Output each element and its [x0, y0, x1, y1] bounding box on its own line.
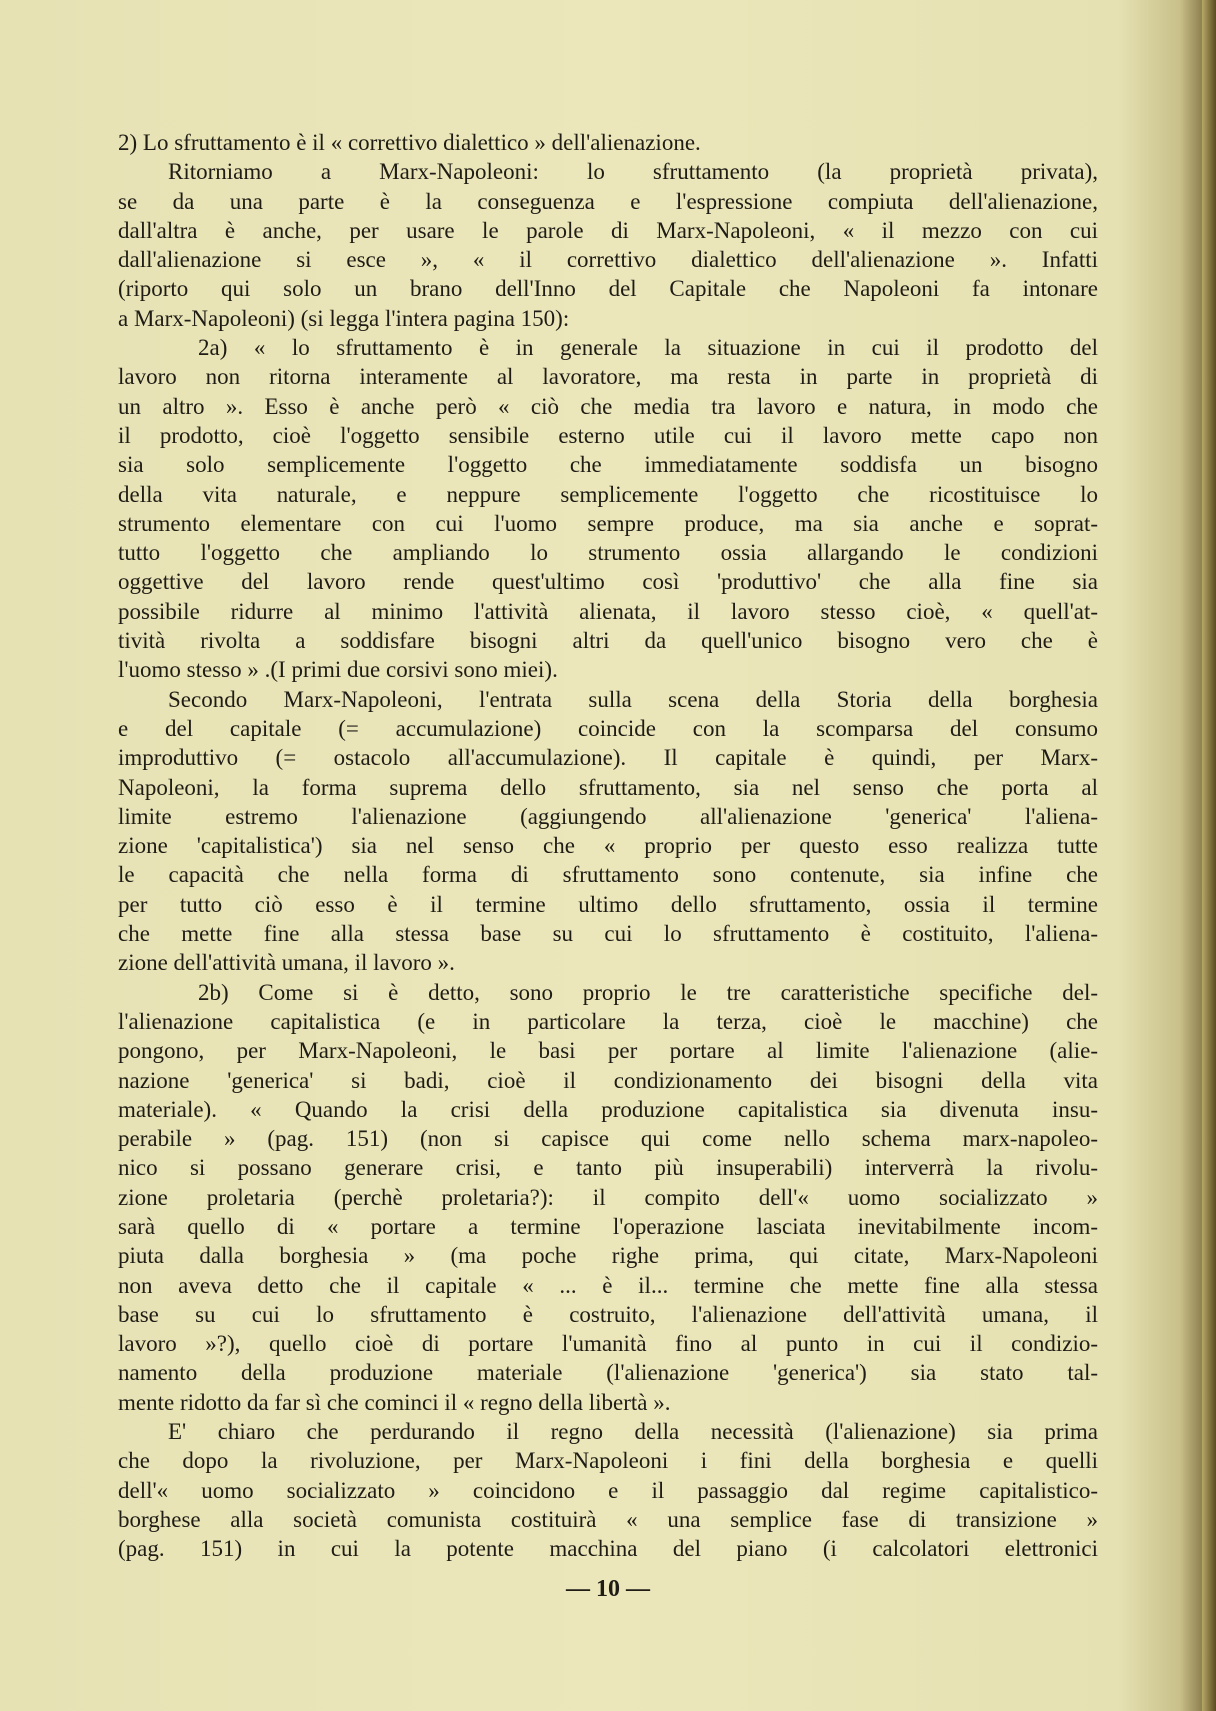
text-line: 2) Lo sfruttamento è il « correttivo dialettico » dell'alienazione. — [118, 130, 701, 155]
text-line: che mette fine alla stessa base su cui lo sfruttamento è costituito, l'aliena- — [118, 921, 1098, 947]
text-line: le capacità che nella forma di sfruttamento sono contenute, sia infine che — [118, 862, 1098, 888]
text-line: improduttivo (= ostacolo all'accumulazione). Il capitale è quindi, per Marx- — [118, 745, 1098, 771]
text-line: se da una parte è la conseguenza e l'espressione compiuta dell'alienazione, — [118, 188, 1098, 214]
text-line: (pag. 151) in cui la potente macchina del piano (i calcolatori elettronici — [118, 1536, 1098, 1562]
text-line: strumento elementare con cui l'uomo sempre produce, ma sia anche e soprat- — [118, 510, 1098, 536]
text-line: E' chiaro che perdurando il regno della necessità (l'alienazione) sia prima — [168, 1419, 1098, 1445]
page-edge-shadow — [1202, 0, 1216, 1711]
text-line: un altro ». Esso è anche però « ciò che media tra lavoro e natura, in modo che — [118, 393, 1098, 419]
text-line: lavoro non ritorna interamente al lavoratore, ma resta in parte in proprietà di — [118, 364, 1098, 390]
text-line: (riporto qui solo un brano dell'Inno del Capitale che Napoleoni fa intonare — [118, 276, 1098, 302]
paragraph-4 — [118, 685, 1098, 978]
text-line: mente ridotto da far sì che cominci il « regno della libertà ». — [118, 1389, 671, 1415]
text-line: sarà quello di « portare a termine l'operazione lasciata inevitabilmente incom- — [118, 1213, 1098, 1239]
text-line: namento della produzione materiale (l'alienazione 'generica') sia stato tal- — [118, 1360, 1098, 1386]
text-line: tutto l'oggetto che ampliando lo strumento ossia allargando le condizioni — [118, 540, 1098, 566]
text-line: per tutto ciò esso è il termine ultimo dello sfruttamento, ossia il termine — [118, 891, 1098, 917]
text-line: Secondo Marx-Napoleoni, l'entrata sulla scena della Storia della borghesia — [168, 686, 1098, 712]
text-line: zione proletaria (perchè proletaria?): il compito dell'« uomo socializzato » — [118, 1184, 1098, 1210]
text-line: l'uomo stesso » .(I primi due corsivi sono miei). — [118, 657, 558, 683]
paragraph-3 — [118, 333, 1098, 685]
text-line: borghese alla società comunista costituirà « una semplice fase di transizione » — [118, 1506, 1098, 1532]
body-text — [118, 128, 1098, 1564]
text-line: lavoro »?), quello cioè di portare l'umanità fino al punto in cui il condizio- — [118, 1331, 1098, 1357]
text-line: non aveva detto che il capitale « ... è il... termine che mette fine alla stessa — [118, 1272, 1098, 1298]
text-line: della vita naturale, e neppure semplicemente l'oggetto che ricostituisce lo — [118, 481, 1098, 507]
text-line: nazione 'generica' si badi, cioè il condizionamento dei bisogni della vita — [118, 1067, 1098, 1093]
text-line: pongono, per Marx-Napoleoni, le basi per portare al limite l'alienazione (alie- — [118, 1038, 1098, 1064]
text-line: zione 'capitalistica') sia nel senso che « proprio per questo esso realizza tutte — [118, 833, 1098, 859]
paragraph-6 — [118, 1417, 1098, 1563]
page-number: — 10 — — [566, 1576, 650, 1602]
text-line: possibile ridurre al minimo l'attività alienata, il lavoro stesso cioè, « quell'at- — [118, 598, 1098, 624]
text-line: piuta dalla borghesia » (ma poche righe prima, qui citate, Marx-Napoleoni — [118, 1243, 1098, 1269]
text-line: 2a) « lo sfruttamento è in generale la situazione in cui il prodotto del — [198, 335, 1098, 361]
text-line: zione dell'attività umana, il lavoro ». — [118, 950, 455, 976]
text-line: base su cui lo sfruttamento è costruito, l'alienazione dell'attività umana, il — [118, 1301, 1098, 1327]
text-line: oggettive del lavoro rende quest'ultimo così 'produttivo' che alla fine sia — [118, 569, 1098, 595]
text-line: sia solo semplicemente l'oggetto che immediatamente soddisfa un bisogno — [118, 452, 1098, 478]
paragraph-5 — [118, 978, 1098, 1417]
text-line: dall'altra è anche, per usare le parole di Marx-Napoleoni, « il mezzo con cui — [118, 217, 1098, 243]
text-line: materiale). « Quando la crisi della produzione capitalistica sia divenuta insu- — [118, 1096, 1098, 1122]
text-line: dell'« uomo socializzato » coincidono e il passaggio dal regime capitalistico- — [118, 1477, 1098, 1503]
text-line: limite estremo l'alienazione (aggiungendo all'alienazione 'generica' l'aliena- — [118, 803, 1098, 829]
text-line: dall'alienazione si esce », « il correttivo dialettico dell'alienazione ». Infatti — [118, 247, 1098, 273]
text-line: che dopo la rivoluzione, per Marx-Napoleoni i fini della borghesia e quelli — [118, 1448, 1098, 1474]
text-line: a Marx-Napoleoni) (si legga l'intera pagina 150): — [118, 305, 570, 331]
text-line: nico si possano generare crisi, e tanto più insuperabili) interverrà la rivolu- — [118, 1155, 1098, 1181]
text-line: Napoleoni, la forma suprema dello sfruttamento, sia nel senso che porta al — [118, 774, 1098, 800]
text-line: e del capitale (= accumulazione) coincide con la scomparsa del consumo — [118, 715, 1098, 741]
text-line: perabile » (pag. 151) (non si capisce qui come nello schema marx-napoleo- — [118, 1126, 1098, 1152]
text-line: 2b) Come si è detto, sono proprio le tre caratteristiche specifiche del- — [198, 979, 1098, 1005]
text-line: tività rivolta a soddisfare bisogni altri da quell'unico bisogno vero che è — [118, 628, 1098, 654]
text-line: Ritorniamo a Marx-Napoleoni: lo sfruttamento (la proprietà privata), — [168, 159, 1098, 185]
text-line: l'alienazione capitalistica (e in particolare la terza, cioè le macchine) che — [118, 1008, 1098, 1034]
paragraph-2 — [118, 157, 1098, 333]
text-line: il prodotto, cioè l'oggetto sensibile esterno utile cui il lavoro mette capo non — [118, 422, 1098, 448]
paragraph-1 — [118, 128, 1098, 157]
